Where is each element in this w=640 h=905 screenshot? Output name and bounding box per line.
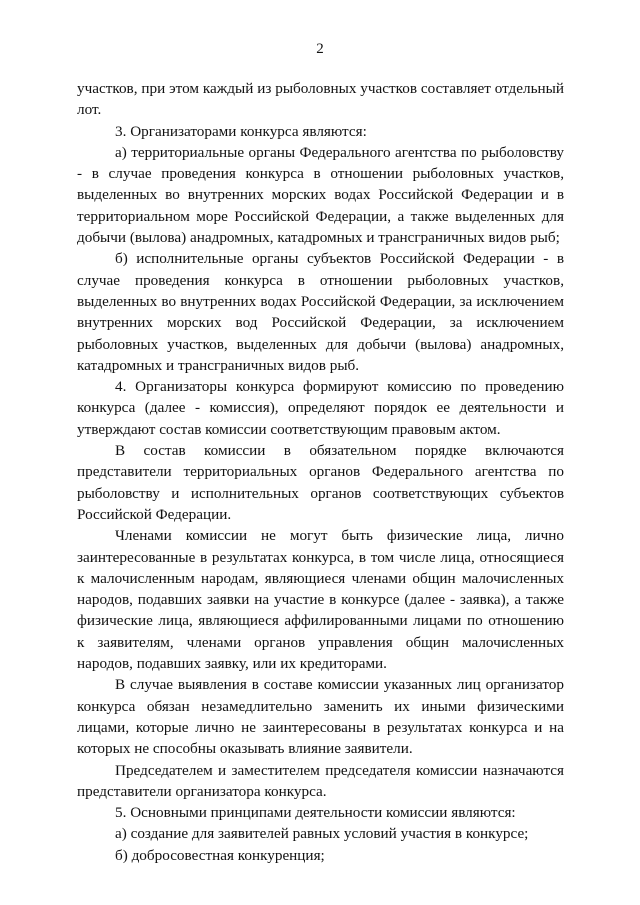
paragraph-item-5b: б) добросовестная конкуренция;	[115, 846, 325, 864]
paragraph-item-3b: б) исполнительные органы субъектов Российской Федерации - в случае проведения конкурса в отношении рыболовных участков, выделенных во внутренних водах Российской Федерации, за исключением внутренних морских вод Российской Федерации, за исключением рыболовных участков, выделенных для добычи (вылова) анадромных, катадромных и трансграничных видов рыб.	[77, 250, 564, 374]
paragraph-item-5a: а) создание для заявителей равных условий участия в конкурсе;	[115, 825, 529, 843]
paragraph-item-4: 4. Организаторы конкурса формируют комиссию по проведению конкурса (далее - комиссия), определяют порядок ее деятельности и утверждают состав комиссии соответствующим правовым актом.	[77, 378, 564, 438]
paragraph-chairman: Председателем и заместителем председателя комиссии назначаются представители организатора конкурса.	[77, 761, 564, 800]
paragraph-continuation: участков, при этом каждый из рыболовных участков составляет отдельный лот.	[77, 80, 564, 119]
paragraph-item-5: 5. Основными принципами деятельности комиссии являются:	[115, 804, 516, 822]
paragraph-commission-composition: В состав комиссии в обязательном порядке включаются представители территориальных органов Федерального агентства по рыболовству и исполнительных органов соответствующих субъектов Российской Федерации.	[77, 442, 564, 523]
document-body	[77, 78, 564, 866]
paragraph-item-3: 3. Организаторами конкурса являются:	[115, 122, 367, 140]
paragraph-item-3a: а) территориальные органы Федерального агентства по рыболовству - в случае проведения конкурса в отношении рыболовных участков, выделенных во внутренних морских водах Российской Федерации и в территориальном море Российской Федерации, а также выделенных для добычи (вылова) анадромных, катадромных и трансграничных видов рыб;	[77, 143, 564, 247]
paragraph-member-replacement: В случае выявления в составе комиссии указанных лиц организатор конкурса обязан незамедлительно заменить их иными физическими лицами, которые лично не заинтересованы в результатах конкурса и на которых не способны оказывать влияние заявители.	[77, 676, 564, 758]
page-number: 2	[316, 41, 324, 57]
paragraph-commission-restrictions: Членами комиссии не могут быть физические лица, лично заинтересованные в результатах конкурса, в том числе лица, относящиеся к малочисленным народам, являющиеся членами общин малочисленных народов, подавших заявки на участие в конкурсе (далее - заявка), а также физические лица, являющиеся аффилированными лицами по отношению к заявителям, членами органов управления общин малочисленных народов, подавших заявку, или их кредиторами.	[77, 527, 564, 673]
